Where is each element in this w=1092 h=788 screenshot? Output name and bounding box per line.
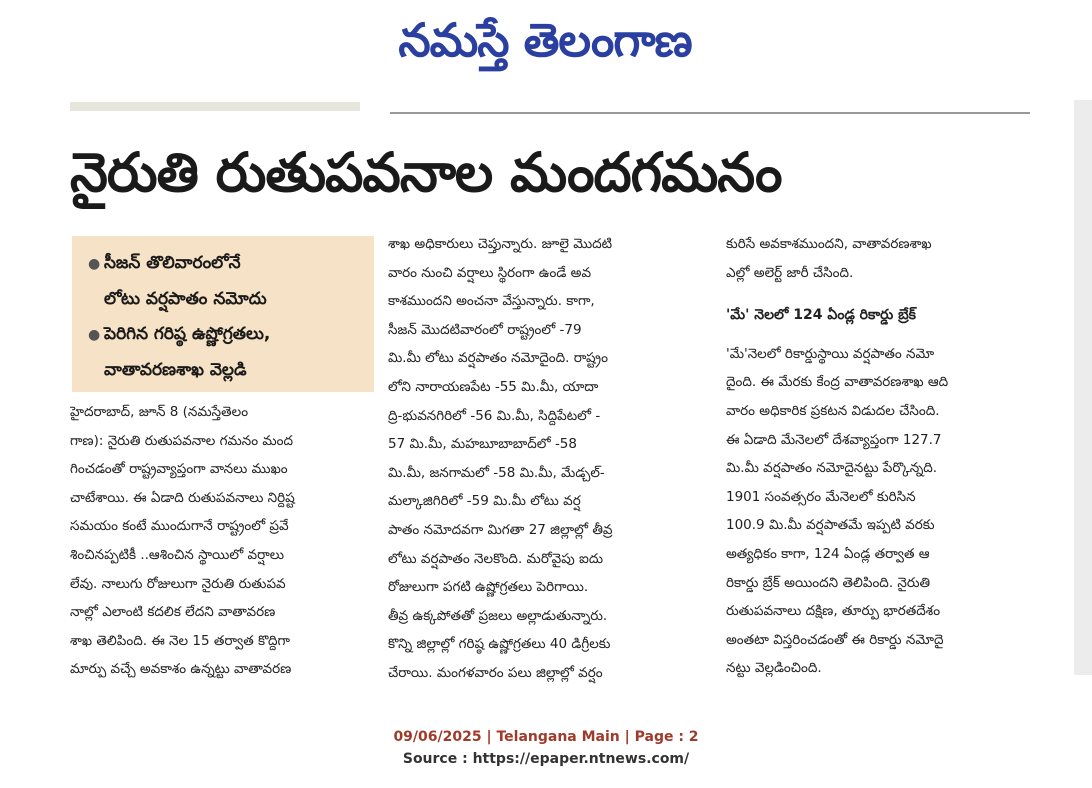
text-line: లోని నారాయణపేట -55 మి.మీ, యాదా (388, 378, 599, 395)
text-line: లేవు. నాలుగు రోజులుగా నైరుతి రుతుపవ (70, 575, 286, 592)
text-line: వారం అధికారిక ప్రకటన విడుదల చేసింది. (726, 402, 940, 419)
text-line: తీవ్ర ఉక్కపోతతో ప్రజలు అల్లాడుతున్నారు. (388, 607, 608, 624)
highlight-1-line-1: ● సీజన్ తొలివారంలోనే (88, 246, 364, 282)
article-column-1 (70, 398, 374, 684)
text-line: 100.9 మి.మీ వర్షపాతమే ఇప్పటి వరకు (726, 517, 935, 534)
text-line: నాల్లో ఎలాంటి కదలిక లేదని వాతావరణ (70, 604, 276, 621)
text-line: వారం నుంచి వర్షాలు స్థిరంగా ఉండే అవ (388, 264, 592, 281)
masthead-logo: నమస్తే తెలంగాణ (398, 13, 692, 67)
text-line: 1901 సంవత్సరం మేనెలలో కురిసిన (726, 488, 916, 505)
footer-source[interactable]: Source : https://epaper.ntnews.com/ (402, 751, 690, 767)
footer (0, 726, 1092, 770)
text-line: 'మే'నెలలో రికార్డుస్థాయి వర్షపాతం నమో (726, 345, 935, 362)
article-column-2 (388, 230, 700, 688)
text-line: రోజులుగా పగటి ఉష్ణోగ్రతలు పెరిగాయి. (388, 579, 589, 596)
text-line: నట్టు వెల్లడించింది. (726, 660, 822, 677)
text-line: గించడంతో రాష్ట్రవ్యాప్తంగా వానలు ముఖం (70, 461, 288, 478)
text-line: లోటు వర్షపాతం నెలకొంది. మరోవైపు ఐదు (388, 550, 604, 567)
text-line: కొన్ని జిల్లాల్లో గరిష్ఠ ఉష్ణోగ్రతలు 40 డిగ్రీలకు (388, 636, 611, 653)
text-line: మార్పు వచ్చే అవకాశం ఉన్నట్టు వాతావరణ (70, 661, 292, 678)
highlight-2-line-1: ● పెరిగిన గరిష్ఠ ఉష్ణోగ్రతలు, (88, 317, 364, 353)
text-line: మి.మీ, జనగామలో -58 మి.మీ, మేడ్చల్- (388, 464, 605, 481)
text-line: దైంది. ఈ మేరకు కేంద్ర వాతావరణశాఖ ఆది (726, 374, 949, 391)
text-line: కాశముందని అంచనా వేస్తున్నారు. కాగా, (388, 293, 595, 310)
text-line: పాతం నమోదవగా మిగతా 27 జిల్లాల్లో తీవ్ర (388, 521, 613, 538)
text-line: హైదరాబాద్, జూన్ 8 (నమస్తేతెలం (70, 404, 249, 420)
headline: నైరుతి రుతుపవనాల మందగమనం (70, 141, 782, 204)
text-line: మల్కాజిగిరిలో -59 మి.మీ లోటు వర్ష (388, 493, 581, 510)
rule-left (70, 102, 360, 111)
article-column-3 (726, 230, 1034, 683)
text-line: ఎల్లో అలెర్ట్ జారీ చేసింది. (726, 264, 854, 281)
text-line: చేరాయి. మంగళవారం పలు జిల్లాల్లో వర్షం (388, 664, 603, 681)
subheading: 'మే' నెలలో 124 ఏండ్ల రికార్డు బ్రేక్ (726, 307, 916, 324)
text-line: శాఖ తెలిపింది. ఈ నెల 15 తర్వాత కొద్దిగా (70, 632, 290, 649)
highlight-box (72, 236, 374, 392)
highlight-1-line-2: లోటు వర్షపాతం నమోదు (104, 289, 267, 309)
text-line: ఈ ఏడాది మేనెలలో దేశవ్యాప్తంగా 127.7 (726, 431, 942, 448)
text-line: సమయం కంటే ముందుగానే రాష్ట్రంలో ప్రవే (70, 518, 289, 535)
rule-right (390, 112, 1030, 114)
bullet-icon: ● (88, 256, 101, 272)
highlight-2-line-2: వాతావరణశాఖ వెల్లడి (104, 360, 247, 380)
text-line: సీజన్ మొదటివారంలో రాష్ట్రంలో -79 (388, 321, 582, 338)
text-line: అంతటా విస్తరించడంతో ఈ రికార్డు నమోదై (726, 631, 944, 648)
text-line: 57 మి.మీ, మహబూబాబాద్‌లో -58 (388, 436, 577, 453)
bullet-icon: ● (88, 327, 101, 343)
page-edge (1074, 100, 1092, 675)
text-line: శాఖ అధికారులు చెప్తున్నారు. జూలై మొదటి (388, 236, 613, 252)
footer-edition-info: 09/06/2025 | Telangana Main | Page : 2 (393, 729, 699, 745)
text-line: చాటేశాయి. ఈ ఏడాది రుతుపవనాలు నిర్దిష్ట (70, 489, 295, 506)
text-line: ద్రి-భువనగిరిలో -56 మి.మీ, సిద్దిపేటలో - (388, 407, 601, 424)
text-line: గాణ): నైరుతి రుతుపవనాల గమనం మంద (70, 432, 294, 449)
text-line: మి.మీ లోటు వర్షపాతం నమోదైంది. రాష్ట్రం (388, 350, 608, 367)
text-line: శించినప్పటికీ ..ఆశించిన స్థాయిలో వర్షాలు (70, 546, 285, 563)
text-line: అత్యధికం కాగా, 124 ఏండ్ల తర్వాత ఆ (726, 545, 930, 562)
text-line: మి.మీ వర్షపాతం నమోదైనట్టు పేర్కొన్నది. (726, 460, 938, 477)
text-line: కురిసే అవకాశముందని, వాతావరణశాఖ (726, 236, 932, 252)
text-line: రికార్డు బ్రేక్ అయిందని తెలిపింది. నైరుతి (726, 574, 931, 591)
text-line: రుతుపవనాలు దక్షిణ, తూర్పు భారతదేశం (726, 603, 941, 620)
